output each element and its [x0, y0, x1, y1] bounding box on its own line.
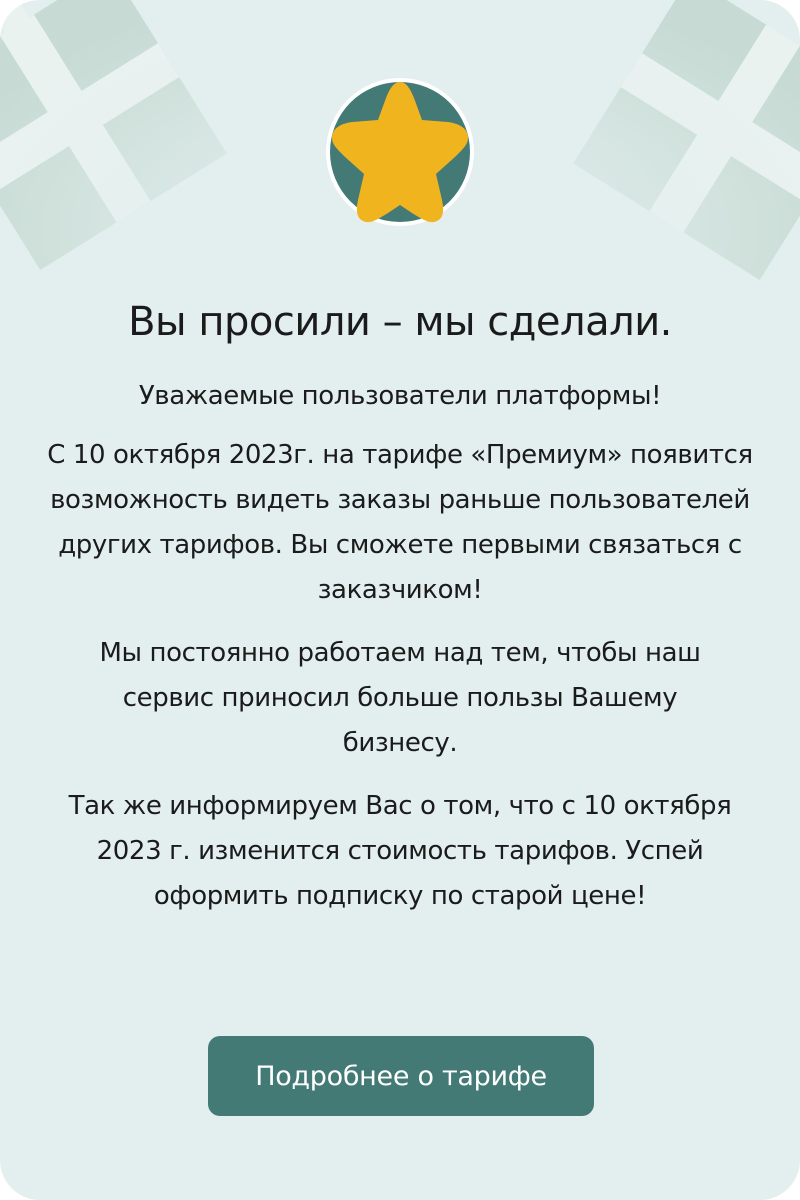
- service-text: Мы постоянно работаем над тем, чтобы наш сервис приносил больше пользы Вашему бизнесу.: [99, 638, 701, 758]
- tariff-details-button[interactable]: Подробнее о тарифе: [208, 1036, 594, 1116]
- greeting-text: Уважаемые пользователи платформы!: [138, 381, 662, 411]
- price-change-text: Так же информируем Вас о том, что с 10 октября 2023 г. изменится стоимость тарифов. Успей оформить подписку по старой цене!: [68, 791, 732, 911]
- announcement-title: Вы просили – мы сделали.: [128, 299, 672, 345]
- premium-feature-text: С 10 октября 2023г. на тарифе «Премиум» появится возможность видеть заказы раньше пользователей других тарифов. Вы сможете первыми связаться с заказчиком!: [47, 440, 753, 605]
- star-icon: [322, 74, 478, 230]
- announcement-body: [0, 290, 800, 919]
